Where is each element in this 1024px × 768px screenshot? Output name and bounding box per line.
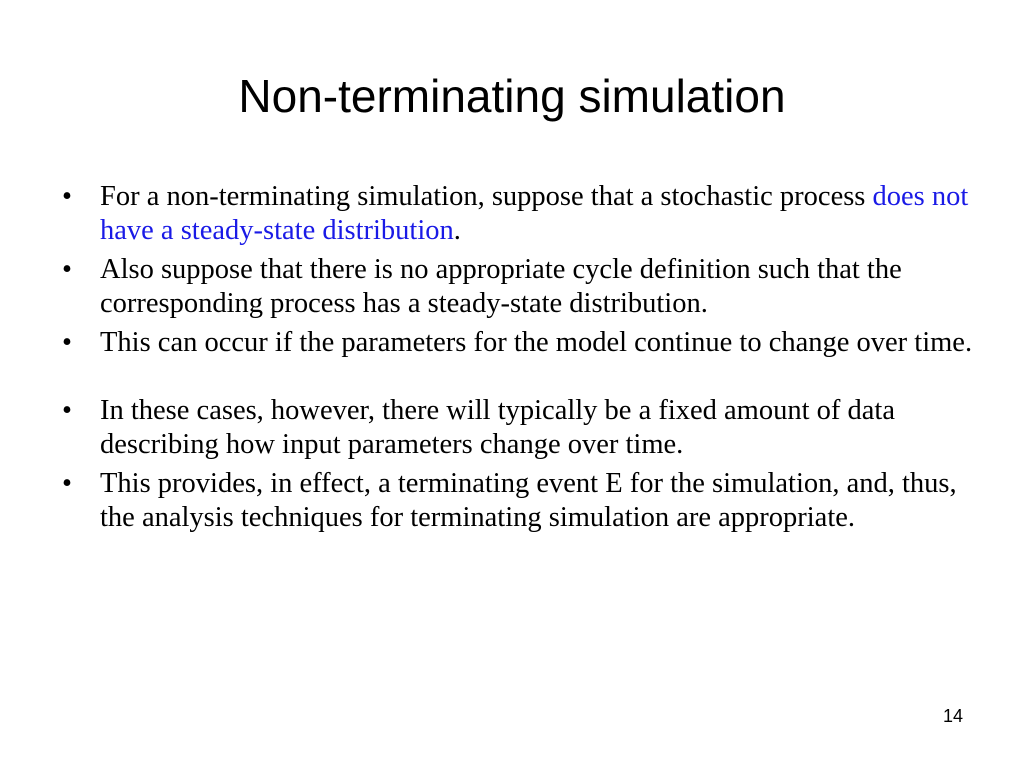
bullet-item-1: [62, 180, 980, 248]
bullet-icon: •: [62, 327, 72, 358]
bullet-item-2: [62, 253, 980, 321]
bullet-item-4: [62, 394, 980, 462]
bullet-text-end: .: [453, 215, 461, 246]
bullet-item-3: [62, 326, 980, 360]
bullet-text: For a non-terminating simulation, suppose that a stochastic process: [100, 181, 873, 212]
bullet-icon: •: [62, 254, 72, 285]
bullet-icon: •: [62, 395, 72, 426]
bullet-list: [62, 180, 980, 540]
highlighted-text: does not have a steady-state distribution: [100, 181, 969, 246]
bullet-text: Also suppose that there is no appropriate cycle definition such that the corresponding process has a steady-state distribution.: [100, 254, 902, 319]
bullet-text: This provides, in effect, a terminating event E for the simulation, and, thus, the analysis techniques for terminating simulation are appropriate.: [100, 468, 957, 533]
bullet-text: This can occur if the parameters for the model continue to change over time.: [100, 327, 973, 358]
bullet-icon: •: [62, 181, 72, 212]
bullet-item-5: [62, 467, 980, 535]
bullet-text: In these cases, however, there will typically be a fixed amount of data describing how input parameters change over time.: [100, 395, 895, 460]
slide-title: Non-terminating simulation: [238, 70, 786, 122]
bullet-icon: •: [62, 468, 72, 499]
page-number: 14: [942, 706, 963, 726]
